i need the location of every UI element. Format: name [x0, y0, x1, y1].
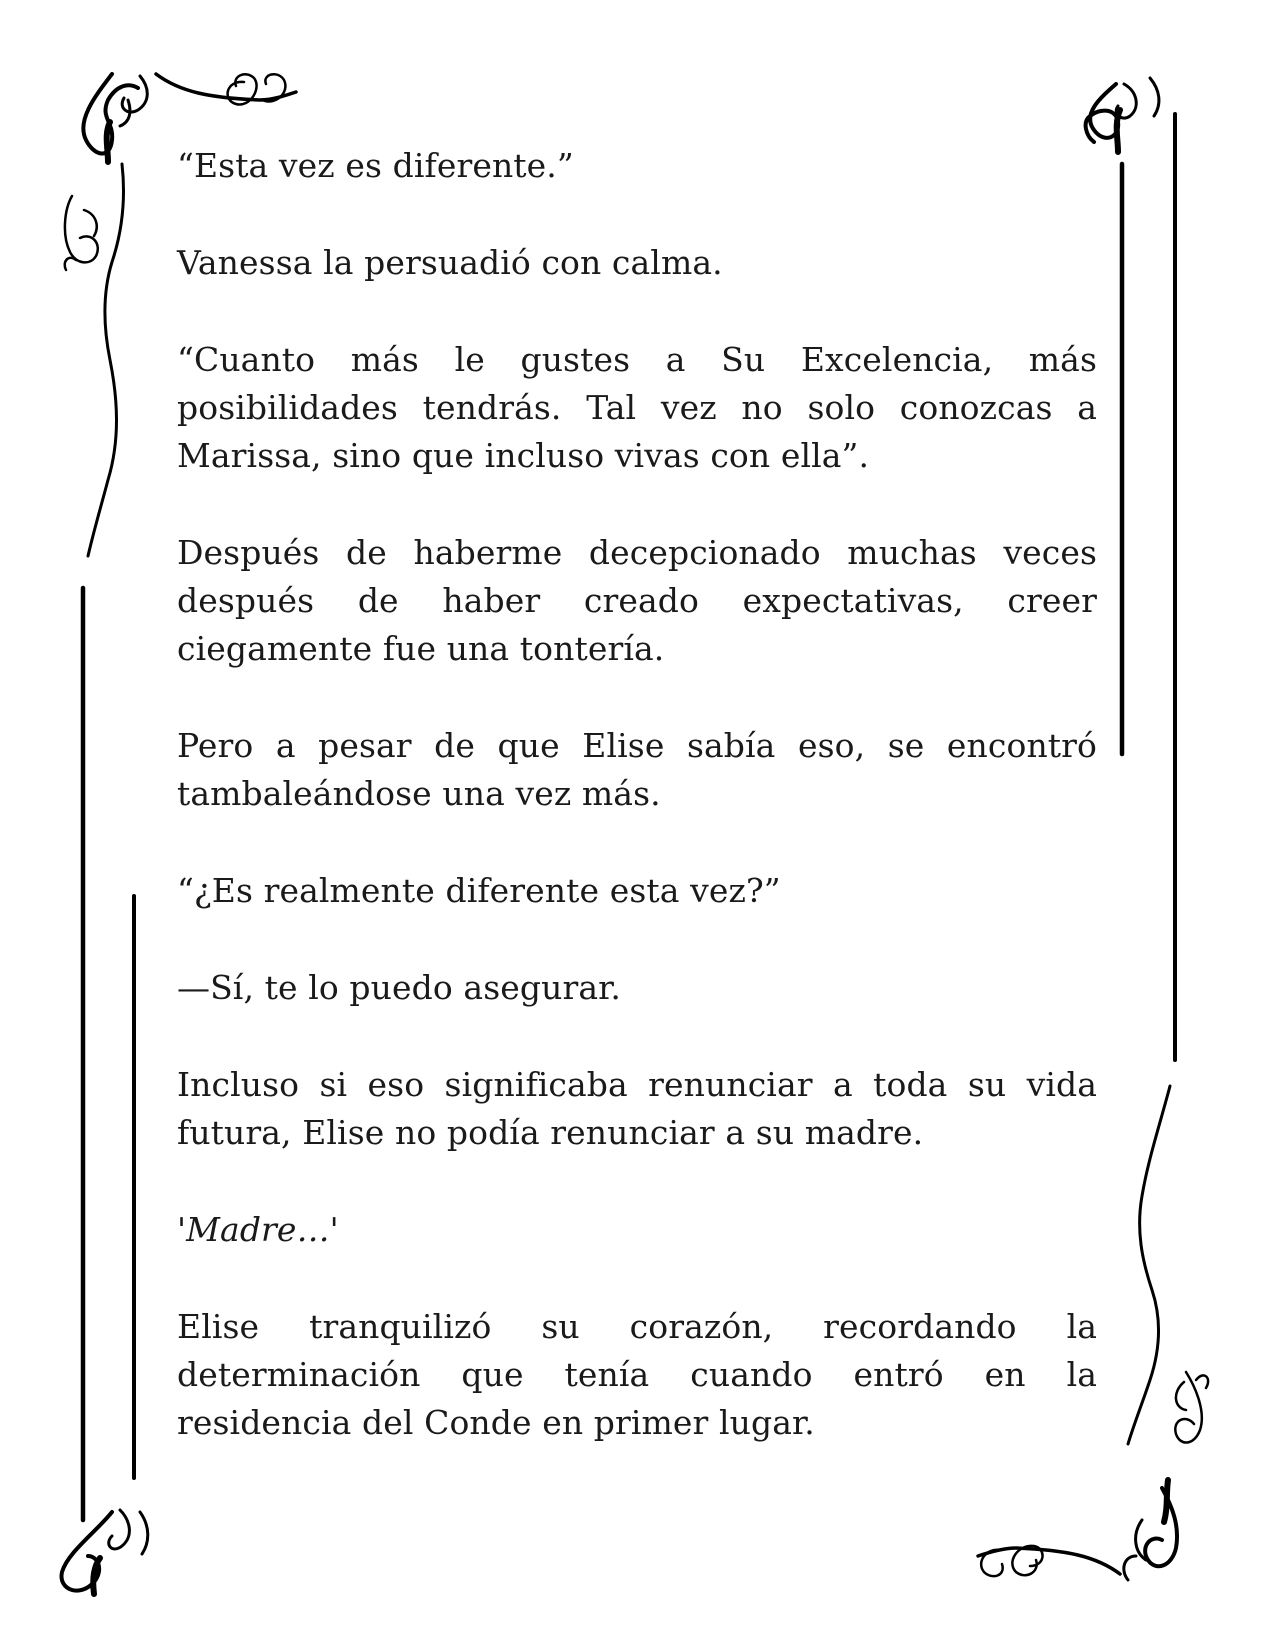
paragraph-8: Incluso si eso significaba renunciar a toda su vida futura, Elise no podía renunciar a su madre. — [177, 1065, 1097, 1152]
story-text — [177, 142, 1097, 1496]
paragraph-1: “Esta vez es diferente.” — [177, 146, 574, 185]
paragraph-9-inner-thought: 'Madre…' — [177, 1210, 339, 1249]
paragraph-7: —Sí, te lo puedo asegurar. — [177, 968, 621, 1007]
paragraph-3: “Cuanto más le gustes a Su Excelencia, más posibilidades tendrás. Tal vez no solo conozcas a Marissa, sino que incluso vivas con ella”. — [177, 340, 1097, 475]
paragraph-2: Vanessa la persuadió con calma. — [177, 243, 723, 282]
flourish-top-right — [1086, 78, 1159, 152]
paragraph-5: Pero a pesar de que Elise sabía eso, se encontró tambaleándose una vez más. — [177, 726, 1097, 813]
paragraph-6: “¿Es realmente diferente esta vez?” — [177, 871, 781, 910]
paragraph-10: Elise tranquilizó su corazón, recordando la determinación que tenía cuando entró en la residencia del Conde en primer lugar. — [177, 1307, 1097, 1442]
paragraph-4: Después de haberme decepcionado muchas veces después de haber creado expectativas, creer ciegamente fue una tontería. — [177, 533, 1097, 668]
flourish-bottom-left — [62, 1510, 148, 1594]
